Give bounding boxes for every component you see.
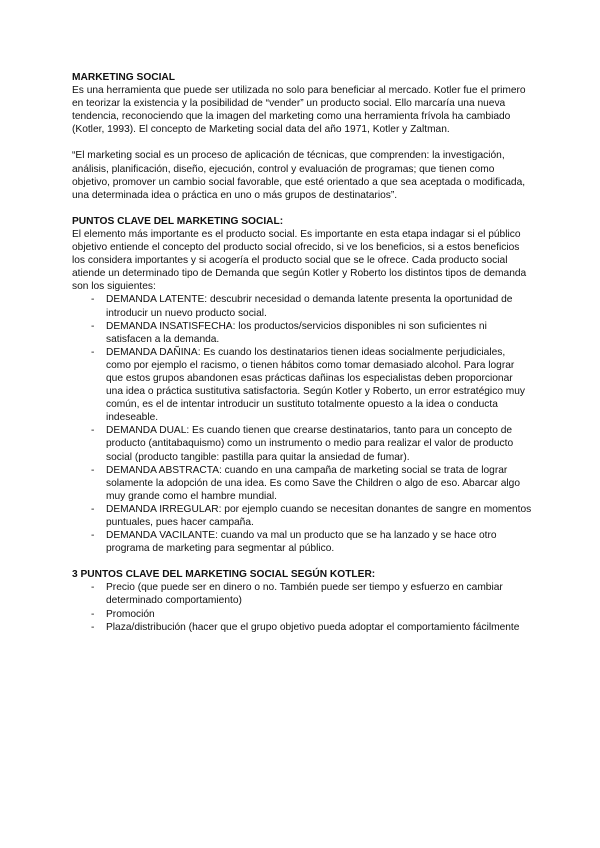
list-item-text: DEMANDA VACILANTE: cuando va mal un producto que se ha lanzado y se hace otro programa de marketing para segmentar al público. <box>106 530 497 555</box>
section-title-marketing-social: MARKETING SOCIAL <box>72 72 176 83</box>
list-item-text: DEMANDA LATENTE: descubrir necesidad o demanda latente presenta la oportunidad de introducir un nuevo producto social. <box>106 294 513 319</box>
section-title-kotler: 3 PUNTOS CLAVE DEL MARKETING SOCIAL SEGÚN KOTLER: <box>72 569 376 581</box>
list-item <box>72 346 532 425</box>
intro-paragraph: Es una herramienta que puede ser utilizada no solo para beneficiar al mercado. Kotler fue el primero en teorizar la existencia y la posibilidad de “vender” un producto social. Ello marcaría una nueva tendencia, reconociendo que la imagen del marketing como una herramienta frívola ha cambiado (Kotler, 1993). El concepto de Marketing social data del año 1971, Kotler y Zaltman. <box>72 85 526 136</box>
list-item <box>72 529 532 555</box>
list-item <box>72 608 532 621</box>
list-dash: - <box>91 320 95 332</box>
list-dash: - <box>91 530 95 542</box>
list-dash: - <box>91 621 95 633</box>
list-item-text: DEMANDA IRREGULAR: por ejemplo cuando se necesitan donantes de sangre en momentos puntuales, pues hacer campaña. <box>106 503 532 528</box>
list-item <box>72 424 532 463</box>
spacer <box>72 202 532 215</box>
list-item <box>72 464 532 503</box>
list-dash: - <box>91 346 95 358</box>
list-dash: - <box>91 582 95 594</box>
list-dash: - <box>91 608 95 620</box>
list-item-text: Plaza/distribución (hacer que el grupo objetivo pueda adoptar el comportamiento fácilmente <box>106 621 520 633</box>
list-dash: - <box>91 503 95 515</box>
spacer <box>72 136 532 149</box>
list-item-text: DEMANDA DAÑINA: Es cuando los destinatarios tienen ideas socialmente perjudiciales, como por ejemplo el racismo, o tienen hábitos como tomar demasiado alcohol. Para lograr que estos grupos abandonen esas prácticas dañinas los especialistas deben proporcionar una idea o práctica sustitutiva satisfactoria. Según Kotler y Roberto, un error estratégico muy común, es el de intentar introducir un sustituto totalmente opuesto a la idea o conducta indeseable. <box>106 346 526 424</box>
list-item <box>72 503 532 529</box>
list-item-text: DEMANDA DUAL: Es cuando tienen que crearse destinatarios, tanto para un concepto de producto (antitabaquismo) como un instrumento o medio para realizar el valor de producto social (producto tangible: pastilla para quitar la ansiedad de fumar). <box>106 425 514 463</box>
list-dash: - <box>91 294 95 306</box>
document-page <box>72 71 532 634</box>
list-item-text: Promoción <box>106 608 155 620</box>
section-title-puntos-clave: PUNTOS CLAVE DEL MARKETING SOCIAL: <box>72 215 284 227</box>
spacer <box>72 555 532 568</box>
list-dash: - <box>91 464 95 476</box>
list-item <box>72 621 532 634</box>
definition-quote: “El marketing social es un proceso de aplicación de técnicas, que comprenden: la investigación, análisis, planificación, diseño, ejecución, control y evaluación de programas; que tienen como objetivo, promover un cambio social favorable, que esté orientado a que sea aceptada o modificada, una determinada idea o práctica en uno o más grupos de destinatarios”. <box>72 150 526 201</box>
list-item-text: DEMANDA ABSTRACTA: cuando en una campaña de marketing social se trata de lograr solamente la adopción de una idea. Es como Save the Children o algo de eso. Abarcar algo muy grande como el hambre mundial. <box>106 464 520 502</box>
list-item-text: Precio (que puede ser en dinero o no. También puede ser tiempo y esfuerzo en cambiar determinado comportamiento) <box>106 582 503 607</box>
list-item-text: DEMANDA INSATISFECHA: los productos/servicios disponibles ni son suficientes ni satisfacen a la demanda. <box>106 320 487 345</box>
list-item <box>72 320 532 346</box>
list-item <box>72 581 532 607</box>
kotler-points-list <box>72 581 532 633</box>
list-item <box>72 293 532 319</box>
puntos-clave-paragraph: El elemento más importante es el producto social. Es importante en esta etapa indagar si el público objetivo entiende el concepto del producto social ofrecido, si ve los beneficios, si a estos beneficios los considera importantes y si acogería el producto social que se le ofrece. Cada producto social atiende un determinado tipo de Demanda que según Kotler y Roberto los distintos tipos de demanda son los siguientes: <box>72 228 527 293</box>
list-dash: - <box>91 425 95 437</box>
demand-types-list <box>72 293 532 555</box>
